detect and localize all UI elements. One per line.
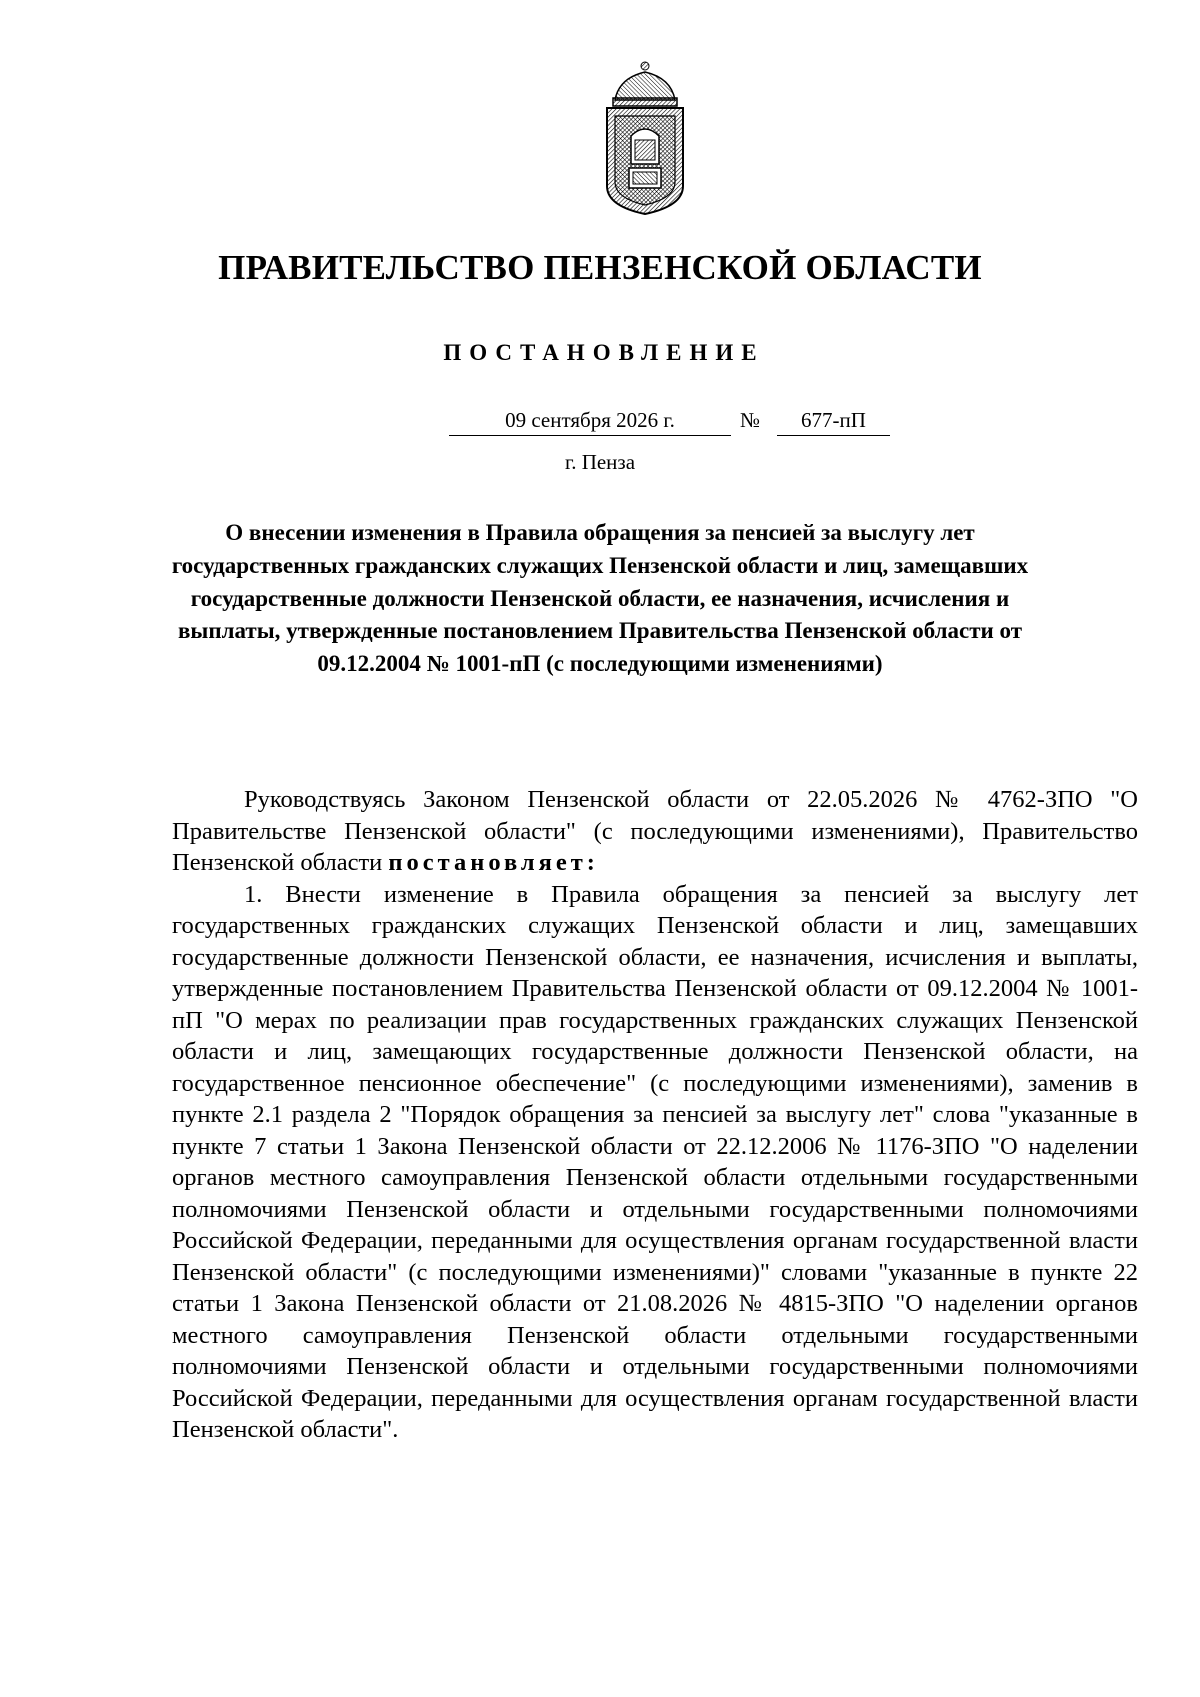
document-number: 677-пП <box>777 408 890 436</box>
preamble-paragraph <box>172 784 1138 879</box>
coat-of-arms-icon <box>601 60 689 216</box>
document-city: г. Пенза <box>564 450 636 474</box>
item-1-paragraph: 1. Внести изменение в Правила обращения за пенсией за выслугу лет государственных гражданских служащих Пензенской области и лиц, замещавших государственные должности Пензенской области, ее назначения, исчисления и выплаты, утвержденные постановлением Правительства Пензенской области от 09.12.2004 № 1001-пП "О мерах по реализации прав государственных гражданских служащих Пензенской области и лиц, замещающих государственные должности Пензенской области, на государственное пенсионное обеспечение" (с последующими изменениями), заменив в пункте 2.1 раздела 2 "Порядок обращения за пенсией за выслугу лет" слова "указанные в пункте 7 статьи 1 Закона Пензенской области от 22.12.2006 № 1176-ЗПО "О наделении органов местного самоуправления Пензенской области отдельными государственными полномочиями Пензенской области и отдельными государственными полномочиями Российской Федерации, переданными для осуществления органам государственной власти Пензенской области" (с последующими изменениями)" словами "указанные в пункте 22 статьи 1 Закона Пензенской области от 21.08.2026 № 4815-ЗПО "О наделении органов местного самоуправления Пензенской области отдельными государственными полномочиями Пензенской области и отдельными государственными полномочиями Российской Федерации, переданными для осуществления органам государственной власти Пензенской области". <box>172 880 1138 1443</box>
government-title: ПРАВИТЕЛЬСТВО ПЕНЗЕНСКОЙ ОБЛАСТИ <box>218 248 982 287</box>
document-type: ПОСТАНОВЛЕНИЕ <box>443 340 765 365</box>
number-sign: № <box>740 408 761 432</box>
document-date: 09 сентября 2026 г. <box>449 408 731 436</box>
document-subject: О внесении изменения в Правила обращения за пенсией за выслугу лет государственных гражданских служащих Пензенской области и лиц, замещавших государственные должности Пензенской области, ее назначения, исчисления и выплаты, утвержденные постановлением Правительства Пензенской области от 09.12.2004 № 1001-пП (с последующими изменениями) <box>171 520 1029 677</box>
decree-word: постановляет: <box>388 849 599 876</box>
document-body <box>172 784 1138 1446</box>
document-meta <box>449 408 890 438</box>
preamble-text: Руководствуясь Законом Пензенской области от 22.05.2026 № 4762-ЗПО "О Правительстве Пензенской области" (с последующими изменениями), Правительство Пензенской области <box>172 786 1138 876</box>
